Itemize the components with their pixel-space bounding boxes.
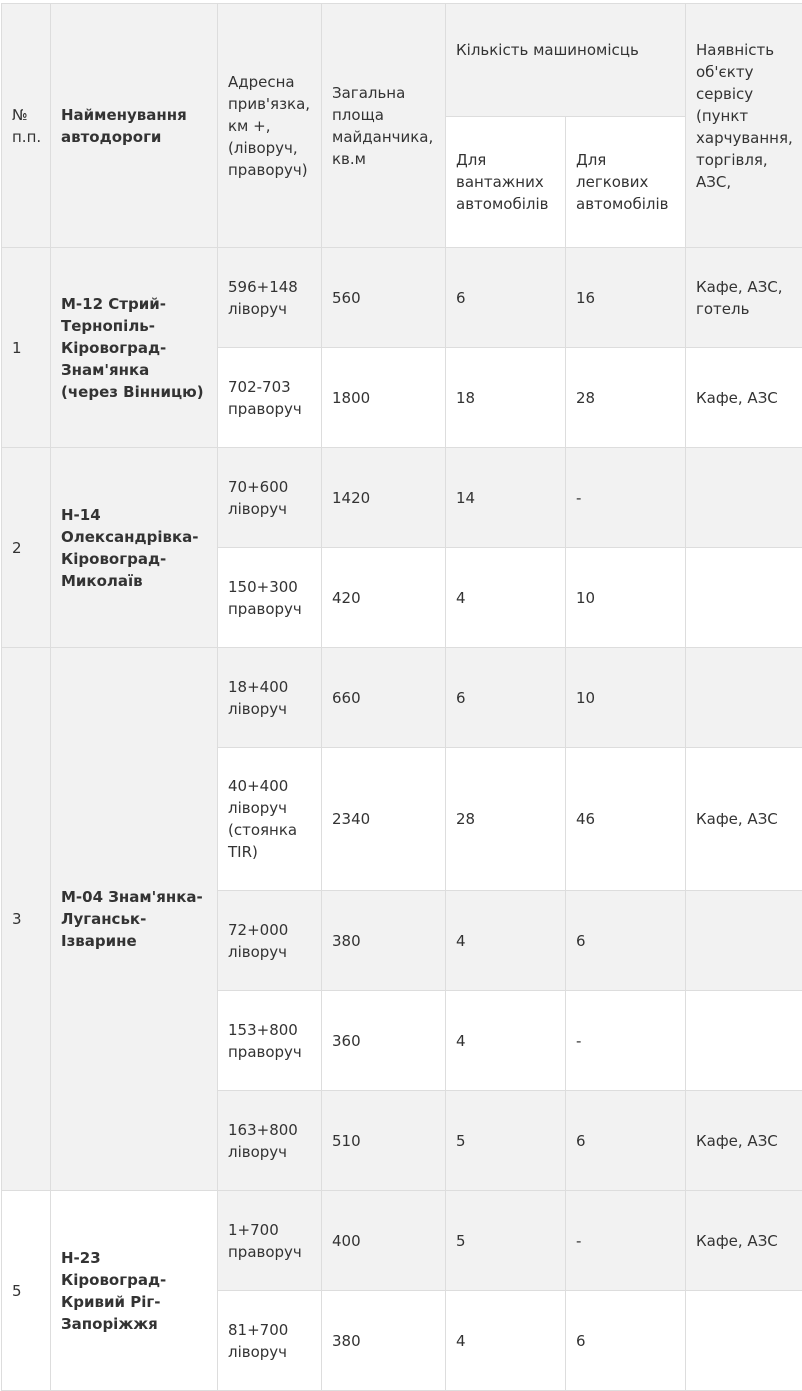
area-cell: 420 <box>322 548 446 648</box>
address-cell: 1+700 праворуч <box>218 1191 322 1291</box>
service-cell: Кафе, АЗС <box>686 1191 802 1291</box>
cars-cell: - <box>566 991 686 1091</box>
service-cell <box>686 648 802 748</box>
cars-cell: 16 <box>566 248 686 348</box>
area-cell: 400 <box>322 1191 446 1291</box>
trucks-cell: 4 <box>446 548 566 648</box>
service-cell <box>686 548 802 648</box>
trucks-cell: 6 <box>446 248 566 348</box>
address-cell: 72+000 ліворуч <box>218 891 322 991</box>
address-cell: 163+800 ліворуч <box>218 1091 322 1191</box>
trucks-cell: 5 <box>446 1091 566 1191</box>
trucks-cell: 5 <box>446 1191 566 1291</box>
row-num: 2 <box>2 448 51 648</box>
area-cell: 660 <box>322 648 446 748</box>
row-num: 3 <box>2 648 51 1191</box>
area-cell: 360 <box>322 991 446 1091</box>
road-name: Н-23 Кіровоград-Кривий Ріг-Запоріжжя <box>51 1191 218 1391</box>
header-trucks: Для вантажних автомобілів <box>446 117 566 248</box>
service-cell: Кафе, АЗС <box>686 348 802 448</box>
area-cell: 380 <box>322 891 446 991</box>
cars-cell: - <box>566 1191 686 1291</box>
address-cell: 81+700 ліворуч <box>218 1291 322 1391</box>
header-num: № п.п. <box>2 4 51 248</box>
road-name: Н-14 Олександрівка-Кіровоград-Миколаїв <box>51 448 218 648</box>
road-name: М-04 Знам'янка-Луганськ-Ізварине <box>51 648 218 1191</box>
trucks-cell: 6 <box>446 648 566 748</box>
cars-cell: 28 <box>566 348 686 448</box>
cars-cell: 46 <box>566 748 686 891</box>
road-name: М-12 Стрий-Тернопіль-Кіровоград-Знам'янка (через Вінницю) <box>51 248 218 448</box>
address-cell: 153+800 праворуч <box>218 991 322 1091</box>
area-cell: 1420 <box>322 448 446 548</box>
row-num: 5 <box>2 1191 51 1391</box>
row-num: 1 <box>2 248 51 448</box>
address-cell: 150+300 праворуч <box>218 548 322 648</box>
trucks-cell: 14 <box>446 448 566 548</box>
service-cell: Кафе, АЗС <box>686 1091 802 1191</box>
cars-cell: 6 <box>566 891 686 991</box>
header-road: Найменування автодороги <box>51 4 218 248</box>
trucks-cell: 4 <box>446 1291 566 1391</box>
address-cell: 40+400 ліворуч (стоянка TIR) <box>218 748 322 891</box>
header-spots: Кількість машиномісць <box>446 4 686 117</box>
header-area: Загальна площа майданчика, кв.м <box>322 4 446 248</box>
trucks-cell: 4 <box>446 891 566 991</box>
area-cell: 2340 <box>322 748 446 891</box>
trucks-cell: 18 <box>446 348 566 448</box>
header-address: Адресна прив'язка, км +, (ліворуч, праворуч) <box>218 4 322 248</box>
area-cell: 510 <box>322 1091 446 1191</box>
cars-cell: 6 <box>566 1291 686 1391</box>
area-cell: 380 <box>322 1291 446 1391</box>
cars-cell: - <box>566 448 686 548</box>
service-cell <box>686 991 802 1091</box>
cars-cell: 10 <box>566 648 686 748</box>
service-cell: Кафе, АЗС <box>686 748 802 891</box>
trucks-cell: 28 <box>446 748 566 891</box>
service-cell: Кафе, АЗС, готель <box>686 248 802 348</box>
service-cell <box>686 1291 802 1391</box>
address-cell: 596+148 ліворуч <box>218 248 322 348</box>
cars-cell: 6 <box>566 1091 686 1191</box>
area-cell: 1800 <box>322 348 446 448</box>
header-service: Наявність об'єкту сервісу (пункт харчування, торгівля, АЗС, <box>686 4 802 248</box>
area-cell: 560 <box>322 248 446 348</box>
service-cell <box>686 891 802 991</box>
address-cell: 18+400 ліворуч <box>218 648 322 748</box>
service-cell <box>686 448 802 548</box>
cars-cell: 10 <box>566 548 686 648</box>
trucks-cell: 4 <box>446 991 566 1091</box>
address-cell: 70+600 ліворуч <box>218 448 322 548</box>
header-cars: Для легкових автомобілів <box>566 117 686 248</box>
parking-table <box>1 3 802 1391</box>
address-cell: 702-703 праворуч <box>218 348 322 448</box>
